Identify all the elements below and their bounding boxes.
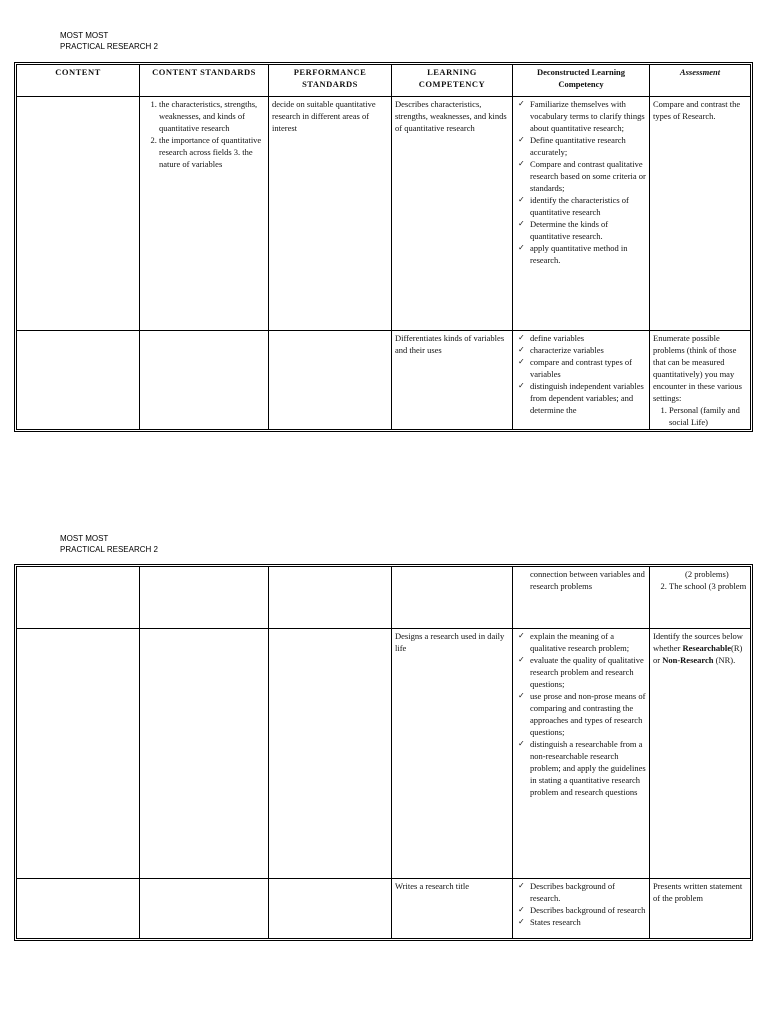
check-item: ✓ distinguish independent variables from dependent variables; and determine the — [530, 380, 646, 416]
non-research-label: Non-Research — [662, 655, 714, 665]
list-item-continued: (2 problems) — [685, 569, 729, 579]
non-research-code: (NR). — [715, 655, 736, 665]
check-item: ✓ define variables — [530, 332, 646, 344]
cell-assessment — [650, 331, 751, 430]
cell-deconstructed — [513, 879, 650, 939]
col-header-deconstructed: Deconstructed Learning Competency — [513, 65, 650, 97]
check-item: ✓ identify the characteristics of quantitative research — [530, 194, 646, 218]
cell-assessment — [650, 567, 751, 629]
curriculum-table-page-1 — [16, 64, 751, 430]
check-item: ✓ Describes background of research — [530, 904, 646, 916]
researchable-label: Researchable — [682, 643, 731, 653]
col-header-performance-standards: PERFORMANCE STANDARDS — [269, 65, 392, 97]
cell-assessment: Compare and contrast the types of Research. — [650, 97, 751, 331]
list-item: 2. The school (3 problem — [669, 580, 747, 592]
check-item: ✓ States research — [530, 916, 646, 928]
table-header-row — [17, 65, 751, 97]
cell-content — [17, 567, 140, 629]
check-item: ✓ compare and contrast types of variables — [530, 356, 646, 380]
cell-performance: decide on suitable quantitative research in different areas of interest — [269, 97, 392, 331]
check-item: ✓ explain the meaning of a qualitative research problem; — [530, 630, 646, 654]
cell-performance — [269, 629, 392, 879]
cell-performance — [269, 879, 392, 939]
assessment-text: Identify the sources below whether — [653, 631, 743, 653]
cell-deconstructed — [513, 331, 650, 430]
header-line-1: MOST MOST — [60, 31, 109, 40]
cell-competency — [392, 567, 513, 629]
assessment-text: Enumerate possible problems (think of those that can be measured quantitatively) you may encounter in these various settings: — [653, 333, 742, 403]
col-header-content-standards: CONTENT STANDARDS — [140, 65, 269, 97]
list-item: 2. the importance of quantitative research across fields 3. the nature of variables — [159, 134, 265, 170]
header-line-2: PRACTICAL RESEARCH 2 — [60, 545, 158, 554]
cell-performance — [269, 331, 392, 430]
cell-performance — [269, 567, 392, 629]
check-item: ✓ apply quantitative method in research. — [530, 242, 646, 266]
check-item: ✓ Determine the kinds of quantitative research. — [530, 218, 646, 242]
check-item: ✓ Describes background of research. — [530, 880, 646, 904]
check-item: ✓ distinguish a researchable from a non-researchable research problem; and apply the guidelines in stating a quantitative research problem and research questions — [530, 738, 646, 798]
header-line-2: PRACTICAL RESEARCH 2 — [60, 42, 158, 51]
cell-content — [17, 97, 140, 331]
col-header-learning-competency: LEARNING COMPETENCY — [392, 65, 513, 97]
cell-competency: Designs a research used in daily life — [392, 629, 513, 879]
cell-content-standards — [140, 97, 269, 331]
check-item-continued: connection between variables and research problems — [530, 569, 645, 591]
document-header — [60, 30, 158, 52]
header-line-1: MOST MOST — [60, 534, 109, 543]
cell-content-standards — [140, 567, 269, 629]
list-item: 1. Personal (family and social Life) — [669, 404, 747, 428]
cell-content-standards — [140, 331, 269, 430]
curriculum-table-page-2 — [16, 566, 751, 939]
check-item: ✓ Define quantitative research accurately; — [530, 134, 646, 158]
document-header-page-2 — [60, 533, 158, 555]
cell-competency: Differentiates kinds of variables and their uses — [392, 331, 513, 430]
check-item: ✓ Compare and contrast qualitative research based on some criteria or standards; — [530, 158, 646, 194]
cell-content — [17, 331, 140, 430]
list-item: 1. the characteristics, strengths, weaknesses, and kinds of quantitative research — [159, 98, 265, 134]
cell-assessment — [650, 629, 751, 879]
cell-content — [17, 629, 140, 879]
cell-content — [17, 879, 140, 939]
cell-deconstructed — [513, 97, 650, 331]
cell-competency: Writes a research title — [392, 879, 513, 939]
col-header-content: CONTENT — [17, 65, 140, 97]
cell-content-standards — [140, 879, 269, 939]
cell-competency: Describes characteristics, strengths, weaknesses, and kinds of quantitative research — [392, 97, 513, 331]
table-row — [17, 629, 751, 879]
check-item: ✓ use prose and non-prose means of comparing and contrasting the approaches and types of research questions; — [530, 690, 646, 738]
cell-deconstructed — [513, 629, 650, 879]
check-item: ✓ evaluate the quality of qualitative research problem and research questions; — [530, 654, 646, 690]
cell-deconstructed — [513, 567, 650, 629]
check-item: ✓ characterize variables — [530, 344, 646, 356]
researchable-code: (R) or — [653, 643, 743, 665]
table-row — [17, 567, 751, 629]
table-row — [17, 879, 751, 939]
check-item: ✓ Familiarize themselves with vocabulary terms to clarify things about quantitative research; — [530, 98, 646, 134]
cell-assessment: Presents written statement of the problem — [650, 879, 751, 939]
table-row — [17, 97, 751, 331]
table-row — [17, 331, 751, 430]
col-header-assessment: Assessment — [650, 65, 751, 97]
cell-content-standards — [140, 629, 269, 879]
